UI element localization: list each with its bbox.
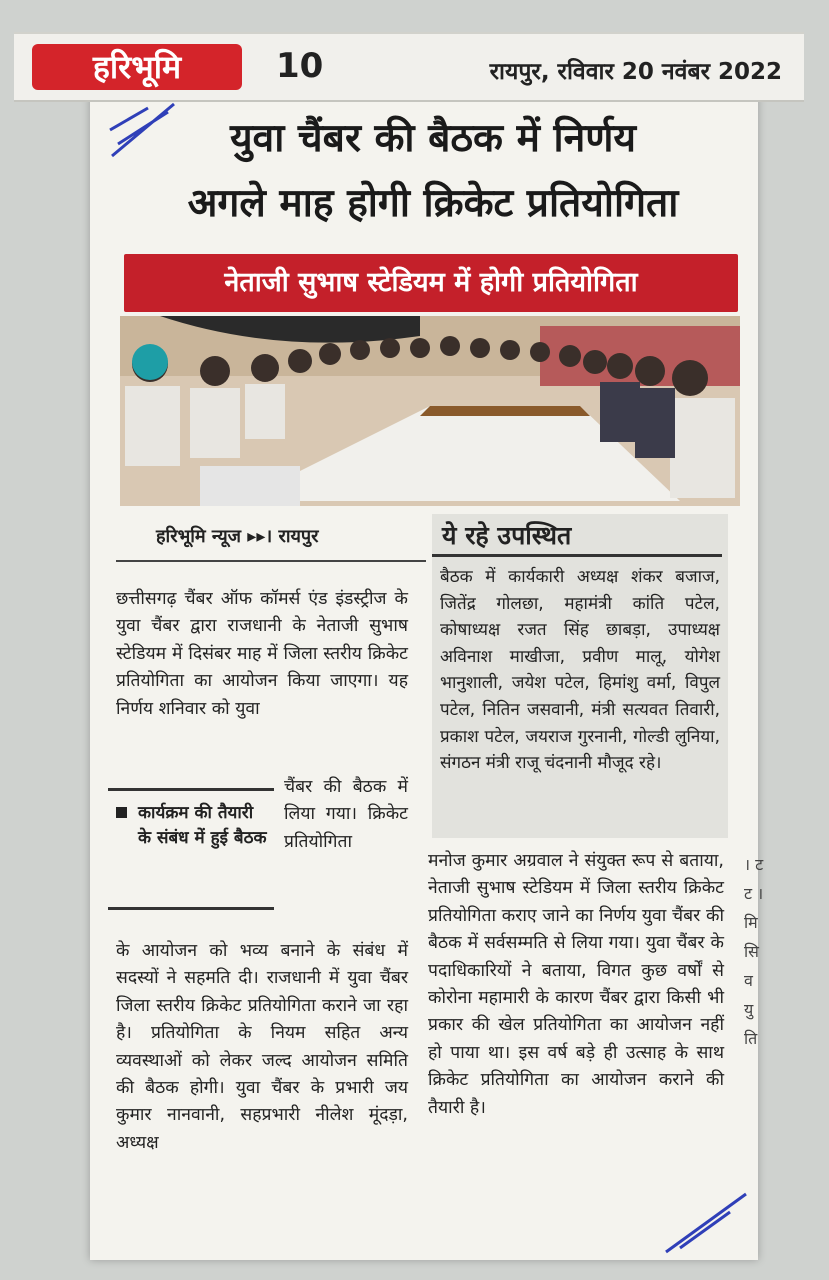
column-1-bottom-text: के आयोजन को भव्य बनाने के संबंध में सदस्यों ने सहमति दी। राजधानी में युवा चैंबर जिला स्तरीय क्रिकेट प्रतियोगिता कराने जा रहा है। प्रतियोगिता के नियम सहित अन्य व्यवस्थाओं को लेकर जल्द आयोजन समिति की बैठक होगी। युवा चैंबर के प्रभारी जय कुमार नानवानी, सहप्रभारी नीलेश मूंदड़ा, अध्यक्ष — [116, 941, 408, 1153]
subheadline-bar: नेताजी सुभाष स्टेडियम में होगी प्रतियोगिता — [124, 254, 738, 312]
page-number: 10 — [276, 46, 324, 86]
newspaper-logo: हरिभूमि — [32, 44, 242, 90]
headline-line-1: युवा चैंबर की बैठक में निर्णय — [229, 116, 637, 161]
attendees-box — [432, 514, 728, 838]
meeting-photo — [120, 316, 740, 506]
attendees-list-text: बैठक में कार्यकारी अध्यक्ष शंकर बजाज, जितेंद्र गोलछा, महामंत्री कांति पटेल, कोषाध्यक्ष रजत सिंह छाबड़ा, उपाध्यक्ष अविनाश माखीजा, प्रवीण मालू, योगेश भानुशाली, जयेश पटेल, हिमांशु वर्मा, विपुल पटेल, नितिन जसवानी, मंत्री सत्यवत तिवारी, प्रकाश पटेल, जयराज गुरनानी, गोल्डी लुनिया, संगठन मंत्री राजू चंदनानी मौजूद रहे। — [440, 567, 720, 774]
byline: हरिभूमि न्यूज ▸▸। रायपुर — [156, 526, 319, 547]
square-bullet-icon — [116, 807, 127, 818]
column-1-wrap-text: चैंबर की बैठक में लिया गया। क्रिकेट प्रतियोगिता — [284, 777, 408, 852]
adjacent-column-fragment: । ट ट । मि सि व यु ति — [744, 855, 764, 1048]
attendees-box-divider — [432, 554, 722, 557]
dateline: रायपुर, रविवार 20 नवंबर 2022 — [489, 59, 782, 85]
pull-quote-text: कार्यक्रम की तैयारी के संबंध में हुई बैठक — [138, 803, 267, 848]
pull-quote — [108, 788, 274, 910]
column-2-text: मनोज कुमार अग्रवाल ने संयुक्त रूप से बताया, नेताजी सुभाष स्टेडियम में जिला स्तरीय क्रिकेट प्रतियोगिता कराए जाने का निर्णय युवा चैंबर की बैठक में सर्वसम्मति से लिया गया। युवा चैंबर के पदाधिकारियों ने बताया, विगत कुछ वर्षों से कोरोना महामारी के कारण चैंबर द्वारा किसी भी प्रकार की खेल प्रतियोगिता का आयोजन नहीं हो पाया था। इस वर्ष बड़े ही उत्साह के साथ क्रिकेट प्रतियोगिता का आयोजन कराने की तैयारी है। — [428, 851, 724, 1118]
masthead — [14, 32, 804, 102]
pen-mark-icon-2 — [660, 1188, 750, 1258]
byline-divider — [116, 560, 426, 562]
headline-line-2: अगले माह होगी क्रिकेट प्रतियोगिता — [187, 181, 679, 226]
attendees-box-title: ये रहे उपस्थित — [442, 521, 572, 550]
column-1-top-text: छत्तीसगढ़ चैंबर ऑफ कॉमर्स एंड इंडस्ट्रीज के युवा चैंबर द्वारा राजधानी के नेताजी सुभाष स्टेडियम में दिसंबर माह में जिला स्तरीय क्रिकेट प्रतियोगिता का आयोजन किया जाएगा। यह निर्णय शनिवार को युवा — [116, 589, 408, 719]
